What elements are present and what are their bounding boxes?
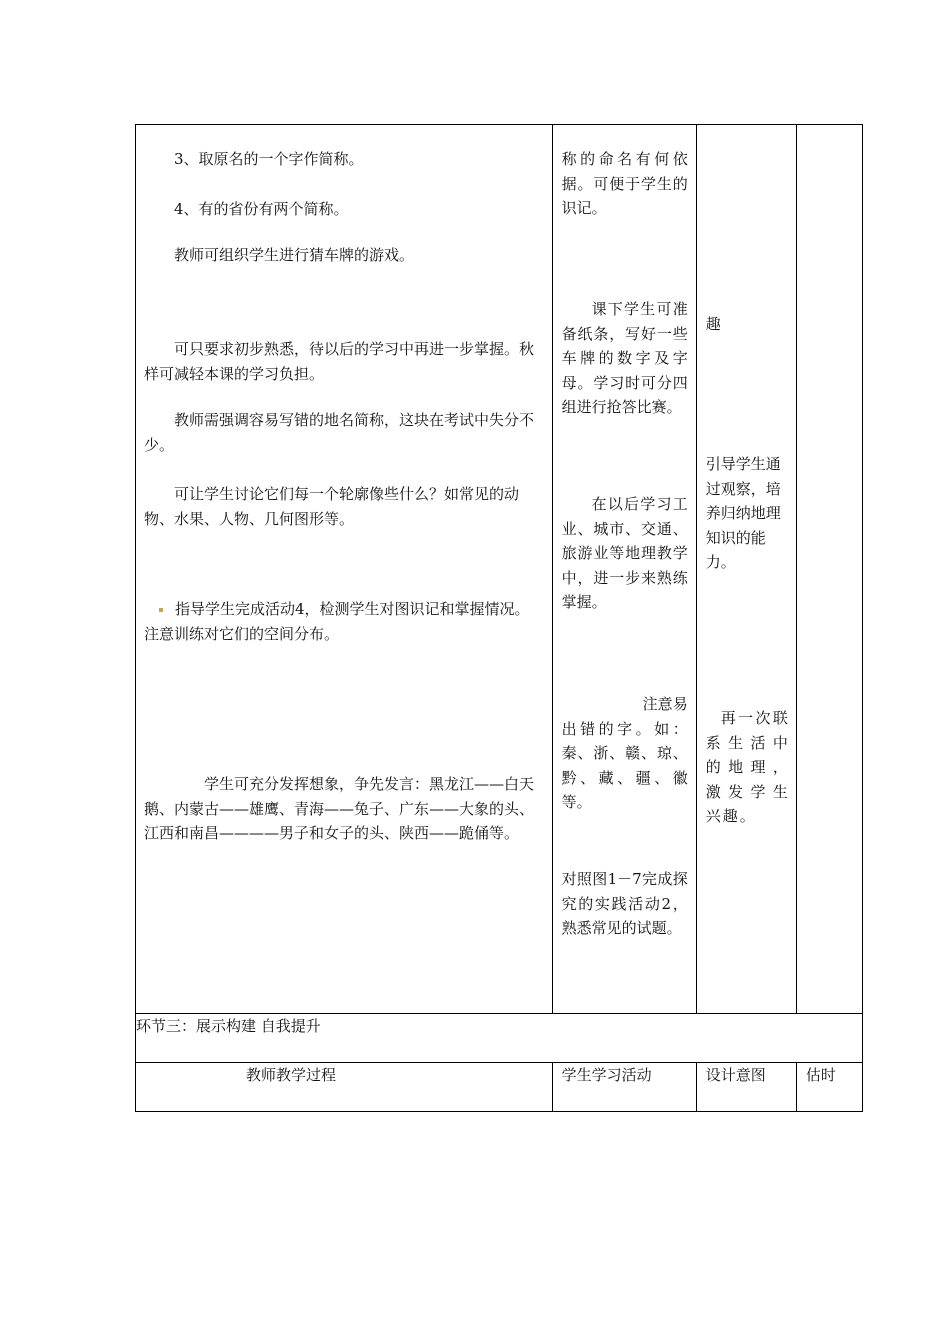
content-row — [136, 125, 863, 1014]
teacher-text-5: 教师需强调容易写错的地名简称，这块在考试中失分不少。 — [144, 411, 535, 454]
teacher-text-3: 教师可组织学生进行猜车牌的游戏。 — [174, 246, 415, 264]
section-row — [136, 1014, 863, 1063]
teacher-text-7 — [144, 597, 542, 646]
student-text-1: 称的命名有何依据。可便于学生的识记。 — [561, 150, 688, 217]
teacher-text-4: 可只要求初步熟悉，待以后的学习中再进一步掌握。秋样可减轻本课的学习负担。 — [144, 340, 535, 383]
section-title: 环节三：展示构建 自我提升 — [136, 1014, 863, 1063]
teacher-text-2: 4、有的省份有两个简称。 — [174, 200, 349, 218]
student-text-4: 注意易出错的字。如：秦、浙、赣、琼、黔、藏、疆、徽等。 — [561, 695, 688, 811]
student-text-2: 课下学生可准备纸条，写好一些车牌的数字及字母。学习时可分四组进行抢答比赛。 — [561, 300, 688, 416]
time-cell — [796, 125, 862, 1014]
teacher-text-1: 3、取原名的一个字作简称。 — [174, 150, 364, 168]
bullet-mark-icon — [159, 608, 163, 612]
design-text-1: 趣 — [705, 315, 721, 333]
teacher-process-cell — [136, 125, 553, 1014]
header-row — [136, 1063, 863, 1112]
student-activity-cell — [552, 125, 696, 1014]
header-time: 估时 — [796, 1063, 862, 1112]
design-intent-cell — [696, 125, 796, 1014]
teacher-text-7-content: 指导学生完成活动4，检测学生对图识记和掌握情况。注意训练对它们的空间分布。 — [144, 600, 530, 643]
teacher-text-8: 学生可充分发挥想象，争先发言：黑龙江——白天鹅、内蒙古——雄鹰、青海——兔子、广东——大象的头、江西和南昌————男子和女子的头、陕西——跪俑等。 — [144, 775, 535, 842]
design-text-2: 引导学生通过观察，培养归纳地理知识的能力。 — [705, 455, 781, 571]
design-text-3: 再一次联系生活中的地理，激发学生兴趣。 — [705, 709, 790, 825]
teacher-text-6: 可让学生讨论它们每一个轮廓像些什么？如常见的动物、水果、人物、几何图形等。 — [144, 485, 520, 528]
header-design: 设计意图 — [696, 1063, 796, 1112]
student-text-3: 在以后学习工业、城市、交通、旅游业等地理教学中，进一步来熟练掌握。 — [561, 495, 688, 611]
lesson-plan-table — [135, 124, 863, 1112]
student-text-5: 对照图1－7完成探究的实践活动2，熟悉常见的试题。 — [561, 870, 688, 937]
header-teacher: 教师教学过程 — [136, 1063, 553, 1112]
header-student: 学生学习活动 — [552, 1063, 696, 1112]
